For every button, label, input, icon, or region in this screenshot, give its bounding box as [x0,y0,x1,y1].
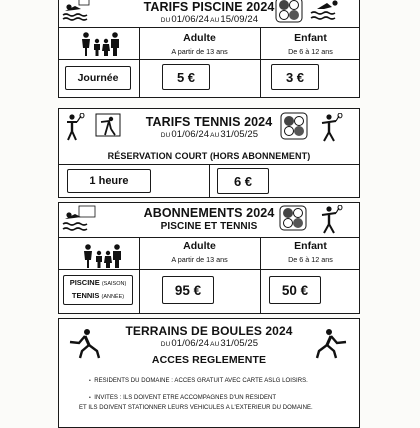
piscine-price-adulte: 5 € [162,64,210,90]
tennis-panel [58,108,360,198]
piscine-title: TARIFS PISCINE 2024 [143,0,275,14]
tennis-player-icon [317,205,343,235]
tennis-title: TARIFS TENNIS 2024 [145,115,273,129]
family-icon [79,31,121,57]
sports-balls-icon [280,112,308,140]
abonnements-subtitle: PISCINE ET TENNIS [160,221,258,232]
piscine-enfant-sub: De 6 à 12 ans [288,47,333,56]
tennis-player-icon [317,113,343,143]
tennis-price: 6 € [217,168,269,194]
swimmer-icon [61,0,91,23]
tennis-dates: DU01/06/24AU31/05/25 [160,129,259,140]
swimmer-icon [309,0,343,23]
family-icon [81,243,123,269]
piscine-adulte-sub: A partir de 13 ans [171,47,228,56]
piscine-price-enfant: 3 € [271,64,319,90]
boules-dates: DU01/06/24AU31/05/25 [160,338,259,349]
petanque-player-icon [315,327,349,359]
piscine-row-label: Journée [65,66,131,90]
piscine-enfant-header: Enfant [294,32,327,44]
abonnements-enfant-header: Enfant [294,240,327,252]
abonnements-price-adulte: 95 € [162,276,214,304]
tennis-row-label: 1 heure [67,169,151,193]
boules-acces: ACCES REGLEMENTE [151,354,267,366]
abonnements-adulte-sub: A partir de 13 ans [171,255,228,264]
abonnements-enfant-sub: De 6 à 12 ans [288,255,333,264]
boules-note-2: • INVITES : ILS DOIVENT ETRE ACCOMPAGNES D'UN RESIDENT [89,395,277,401]
tennis-reservation: RÉSERVATION COURT (HORS ABONNEMENT) [107,151,311,161]
piscine-panel [58,0,360,98]
abonnements-row-label: PISCINE (SAISON) TENNIS (ANNÉE) [63,275,133,305]
boules-note-2-cont: ET ILS DOIVENT STATIONNER LEURS VEHICULES A L'EXTERIEUR DU DOMAINE. [79,405,313,411]
sports-balls-icon [279,205,307,231]
sports-balls-icon [275,0,303,23]
abonnements-adulte-header: Adulte [183,240,216,252]
boules-panel [58,318,360,428]
abonnements-price-enfant: 50 € [269,276,321,304]
boules-title: TERRAINS DE BOULES 2024 [125,324,293,338]
piscine-dates: DU01/06/24AU15/09/24 [160,14,259,25]
abonnements-panel [58,202,360,314]
boules-note-1: • RESIDENTS DU DOMAINE : ACCES GRATUIT AVEC CARTE ASLG LOISIRS. [89,378,308,384]
abonnements-title: ABONNEMENTS 2024 [143,206,275,220]
piscine-adulte-header: Adulte [183,32,216,44]
